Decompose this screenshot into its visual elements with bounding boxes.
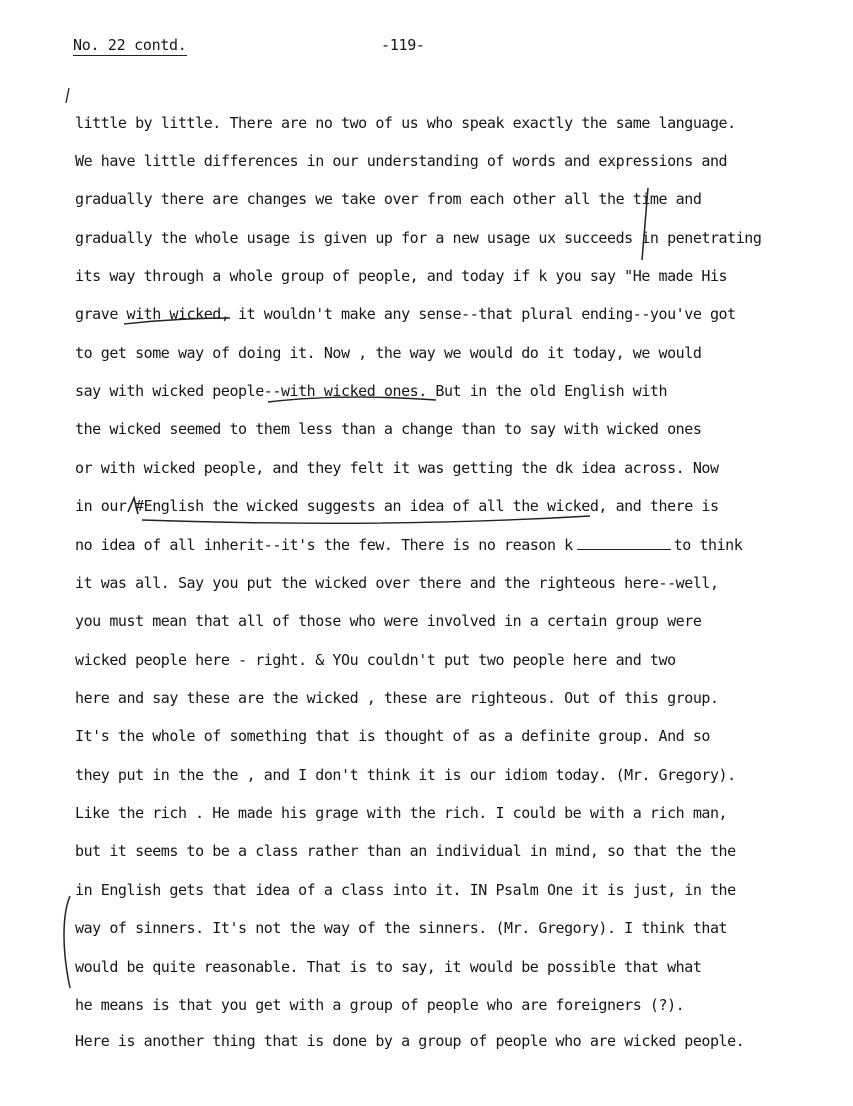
pen-underline-mark: [142, 516, 590, 523]
text-line: the wicked seemed to them less than a change than to say with wicked ones: [75, 420, 702, 438]
text-line: wicked people here - right. & YOu couldn't put two people here and two: [75, 651, 676, 669]
text-line: he means is that you get with a group of people who are foreigners (?).: [75, 996, 685, 1014]
page-number: -119-: [381, 36, 425, 54]
text-line: they put in the the , and I don't think it is our idiom today. (Mr. Gregory).: [75, 766, 736, 784]
text-line: gradually the whole usage is given up for a new usage ux succeeds in penetrating: [75, 229, 762, 247]
text-line: little by little. There are no two of us who speak exactly the same language.: [75, 114, 736, 132]
text-line: or with wicked people, and they felt it was getting the dk idea across. Now: [75, 459, 719, 477]
text-before-blank: no idea of all inherit--it's the few. There is no reason k: [75, 536, 573, 554]
text-line-with-blank: [75, 536, 742, 554]
text-line: way of sinners. It's not the way of the sinners. (Mr. Gregory). I think that: [75, 919, 728, 937]
text-line: We have little differences in our understanding of words and expressions and: [75, 152, 728, 170]
text-line: would be quite reasonable. That is to say, it would be possible that what: [75, 958, 702, 976]
text-line: its way through a whole group of people, and today if k you say "He made His: [75, 267, 728, 285]
margin-bracket-mark: [64, 896, 70, 988]
margin-tick-mark: [66, 88, 69, 103]
text-line: but it seems to be a class rather than an individual in mind, so that the the: [75, 842, 736, 860]
text-line: to get some way of doing it. Now , the way we would do it today, we would: [75, 344, 702, 362]
text-line: in our #English the wicked suggests an idea of all the wicked, and there is: [75, 497, 719, 515]
blank-fill-line: [577, 548, 671, 550]
text-line: in English gets that idea of a class into it. IN Psalm One it is just, in the: [75, 881, 736, 899]
text-line: Here is another thing that is done by a group of people who are wicked people.: [75, 1032, 745, 1050]
text-line: grave with wicked, it wouldn't make any sense--that plural ending--you've got: [75, 305, 736, 323]
text-line: gradually there are changes we take over from each other all the time and: [75, 190, 702, 208]
text-line: say with wicked people--with wicked ones. But in the old English with: [75, 382, 668, 400]
text-line: you must mean that all of those who were involved in a certain group were: [75, 612, 702, 630]
text-line: here and say these are the wicked , these are righteous. Out of this group.: [75, 689, 719, 707]
text-line: It's the whole of something that is thought of as a definite group. And so: [75, 727, 710, 745]
text-line: it was all. Say you put the wicked over there and the righteous here--well,: [75, 574, 719, 592]
text-after-blank: to think: [673, 536, 743, 554]
text-line: Like the rich . He made his grage with the rich. I could be with a rich man,: [75, 804, 728, 822]
document-number-header: No. 22 contd.: [73, 36, 187, 54]
